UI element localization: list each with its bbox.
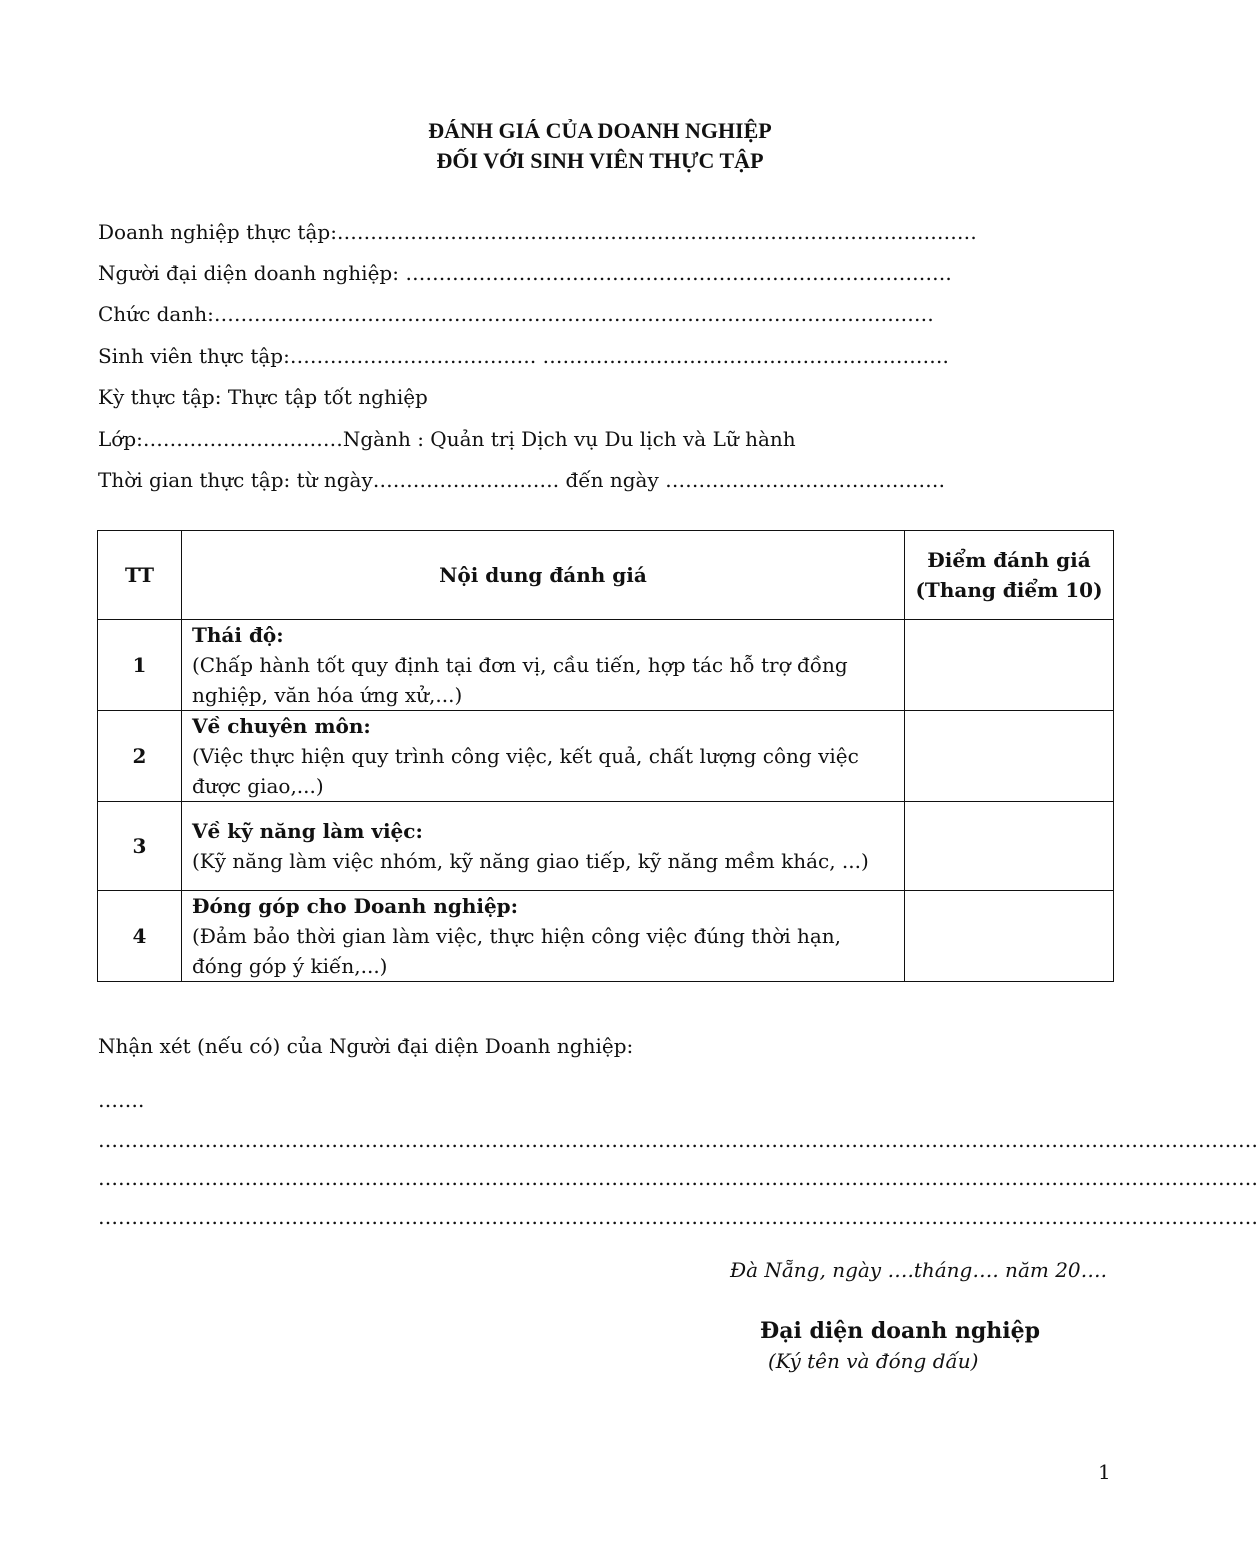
field-position[interactable]: Chức danh:……………………………………………………………………………………………… bbox=[98, 302, 934, 326]
criterion-title: Thái độ: bbox=[192, 623, 284, 647]
comment-line[interactable]: ……. bbox=[98, 1088, 145, 1112]
row-number: 2 bbox=[98, 711, 182, 802]
signature-title: Đại diện doanh nghiệp bbox=[760, 1318, 1040, 1344]
criterion-description: (Chấp hành tốt quy định tại đơn vị, cầu tiến, hợp tác hỗ trợ đồng nghiệp, văn hóa ứng xử,...) bbox=[192, 653, 848, 707]
signature-subtitle: (Ký tên và đóng dấu) bbox=[768, 1349, 979, 1373]
row-number: 4 bbox=[98, 891, 182, 982]
field-term: Kỳ thực tập: Thực tập tốt nghiệp bbox=[98, 385, 428, 409]
row-number: 1 bbox=[98, 620, 182, 711]
criterion-cell bbox=[182, 711, 905, 802]
page-number: 1 bbox=[1098, 1460, 1111, 1484]
table-row bbox=[98, 711, 1114, 802]
criterion-description: (Việc thực hiện quy trình công việc, kết quả, chất lượng công việc được giao,...) bbox=[192, 744, 859, 798]
score-cell[interactable] bbox=[905, 802, 1114, 891]
score-cell[interactable] bbox=[905, 620, 1114, 711]
score-cell[interactable] bbox=[905, 711, 1114, 802]
criterion-title: Về kỹ năng làm việc: bbox=[192, 819, 423, 843]
header-content: Nội dung đánh giá bbox=[182, 531, 905, 620]
document-title-line1: ĐÁNH GIÁ CỦA DOANH NGHIỆP bbox=[428, 118, 772, 143]
comments-label: Nhận xét (nếu có) của Người đại diện Doanh nghiệp: bbox=[98, 1034, 634, 1058]
criterion-cell bbox=[182, 620, 905, 711]
comment-line[interactable]: ………………………………………………………………………………………………………………………………………………………… bbox=[98, 1166, 1258, 1190]
header-tt: TT bbox=[98, 531, 182, 620]
comment-line[interactable]: ………………………………………………………………………………………………………………………………………………………… bbox=[98, 1128, 1258, 1152]
criterion-description: (Kỹ năng làm việc nhóm, kỹ năng giao tiếp, kỹ năng mềm khác, ...) bbox=[192, 849, 869, 873]
comment-line[interactable]: ………………………………………………………………………………………………………………………………………………………… bbox=[98, 1205, 1258, 1229]
criterion-title: Đóng góp cho Doanh nghiệp: bbox=[192, 894, 519, 918]
table-row bbox=[98, 802, 1114, 891]
row-number: 3 bbox=[98, 802, 182, 891]
score-cell[interactable] bbox=[905, 891, 1114, 982]
criterion-description: (Đảm bảo thời gian làm việc, thực hiện công việc đúng thời hạn, đóng góp ý kiến,...) bbox=[192, 924, 842, 978]
field-company[interactable]: Doanh nghiệp thực tập:…………………………………………………………………………………… bbox=[98, 220, 977, 244]
document-title-line2: ĐỐI VỚI SINH VIÊN THỰC TẬP bbox=[436, 148, 764, 173]
table-row bbox=[98, 620, 1114, 711]
field-period[interactable]: Thời gian thực tập: từ ngày………………………. đến ngày …………………………………… bbox=[98, 468, 946, 492]
table-header-row bbox=[98, 531, 1114, 620]
header-score: Điểm đánh giá (Thang điểm 10) bbox=[905, 531, 1114, 620]
criterion-cell bbox=[182, 802, 905, 891]
table-row bbox=[98, 891, 1114, 982]
signature-date: Đà Nẵng, ngày ….tháng…. năm 20…. bbox=[729, 1258, 1107, 1282]
field-representative[interactable]: Người đại diện doanh nghiệp: ………………………………………………………………………. bbox=[98, 261, 952, 285]
evaluation-table bbox=[97, 530, 1114, 982]
criterion-title: Về chuyên môn: bbox=[192, 714, 371, 738]
field-class-major[interactable]: Lớp:…………………………Ngành : Quản trị Dịch vụ Du lịch và Lữ hành bbox=[98, 427, 796, 451]
criterion-cell bbox=[182, 891, 905, 982]
field-student[interactable]: Sinh viên thực tập:………………………………. ……………………………………………………. bbox=[98, 344, 949, 368]
